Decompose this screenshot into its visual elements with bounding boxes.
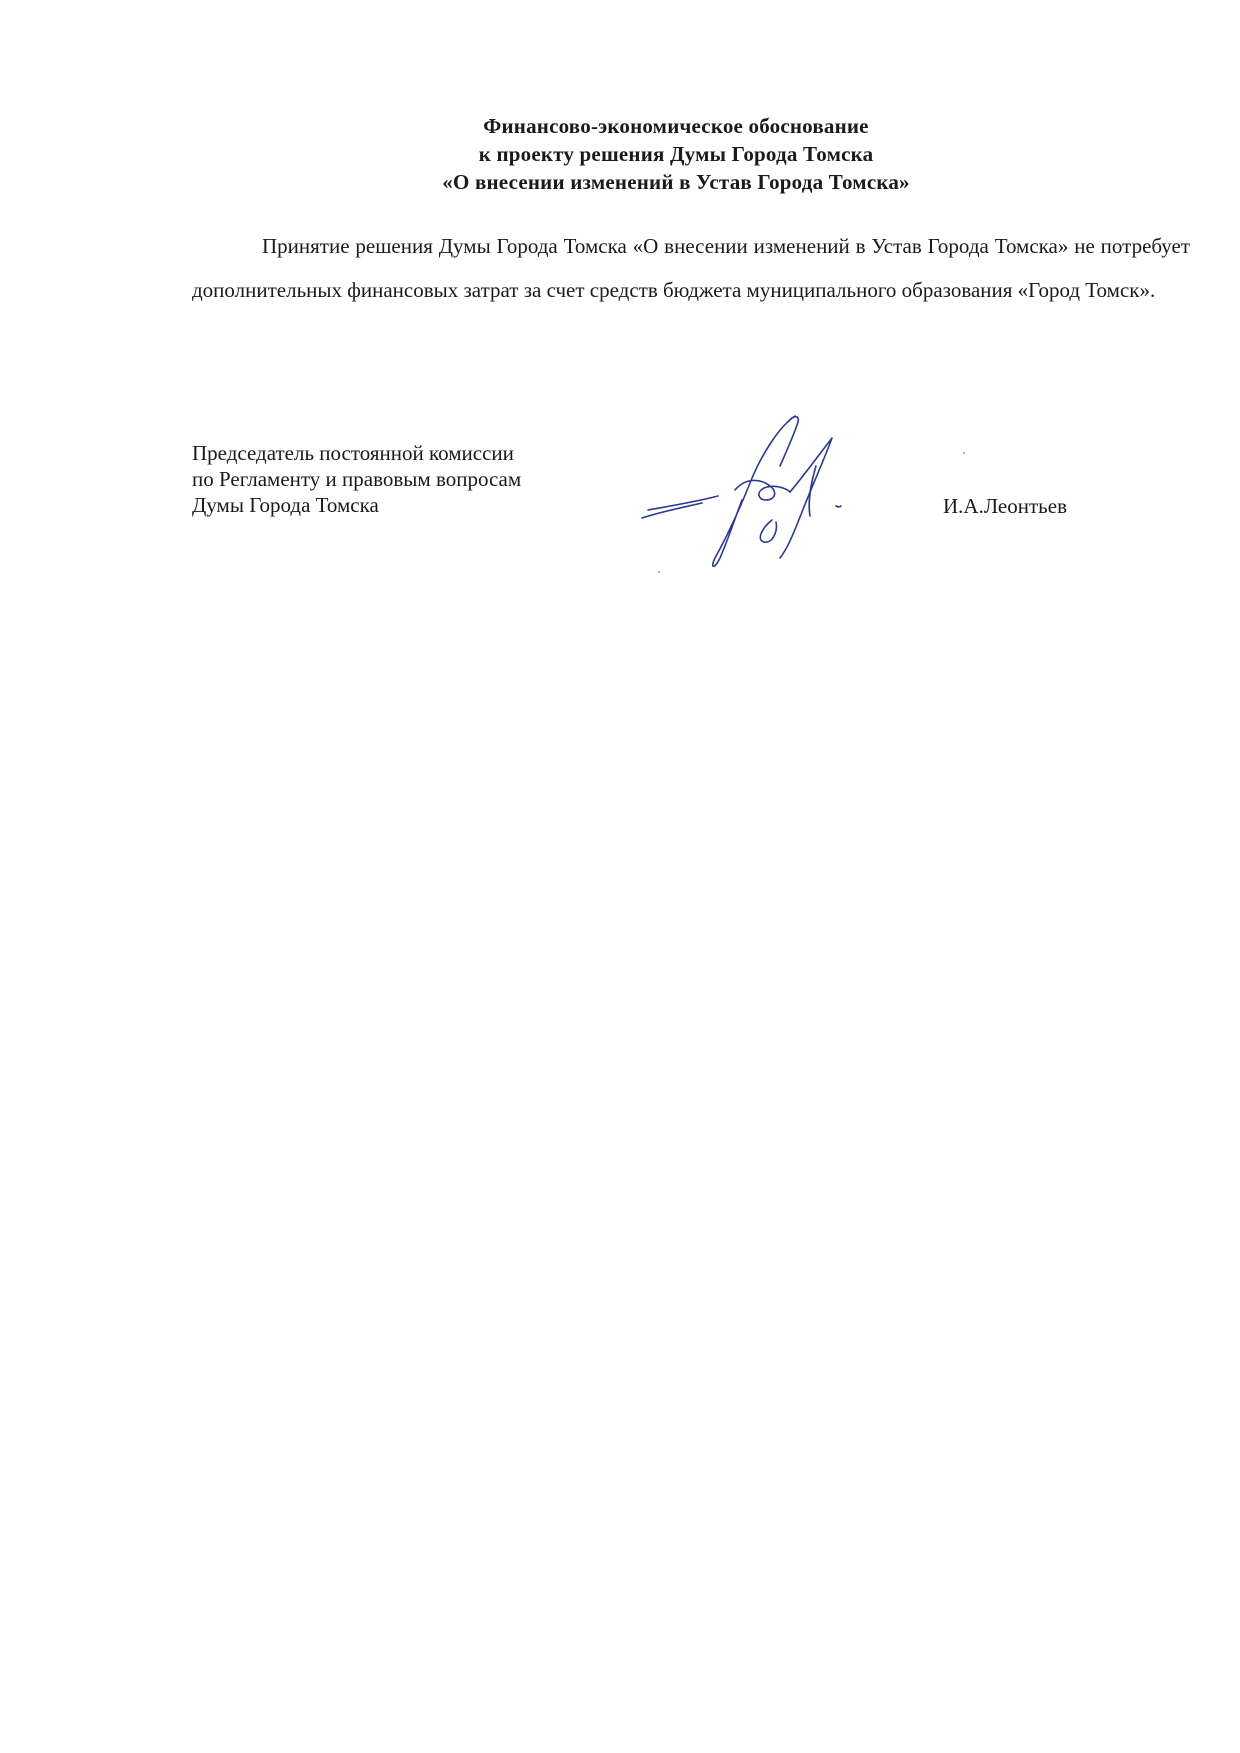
handwritten-signature — [640, 408, 870, 578]
scan-speck — [658, 571, 660, 573]
scan-speck — [963, 452, 965, 454]
title-line-3: «О внесении изменений в Устав Города Томска» — [442, 170, 910, 194]
title-line-1: Финансово-экономическое обоснование — [483, 114, 869, 138]
body-paragraph: Принятие решения Думы Города Томска «О внесении изменений в Устав Города Томска» не потребует дополнительных финансовых затрат за счет средств бюджета муниципального образования «Город Томск». — [192, 234, 1190, 302]
signer-name: И.А.Леонтьев — [943, 494, 1067, 518]
signatory-position — [192, 440, 521, 518]
document-title — [0, 112, 1240, 196]
signatory-line-3: Думы Города Томска — [192, 493, 379, 517]
signatory-line-1: Председатель постоянной комиссии — [192, 441, 514, 465]
signatory-line-2: по Регламенту и правовым вопросам — [192, 467, 522, 491]
title-line-2: к проекту решения Думы Города Томска — [478, 142, 874, 166]
